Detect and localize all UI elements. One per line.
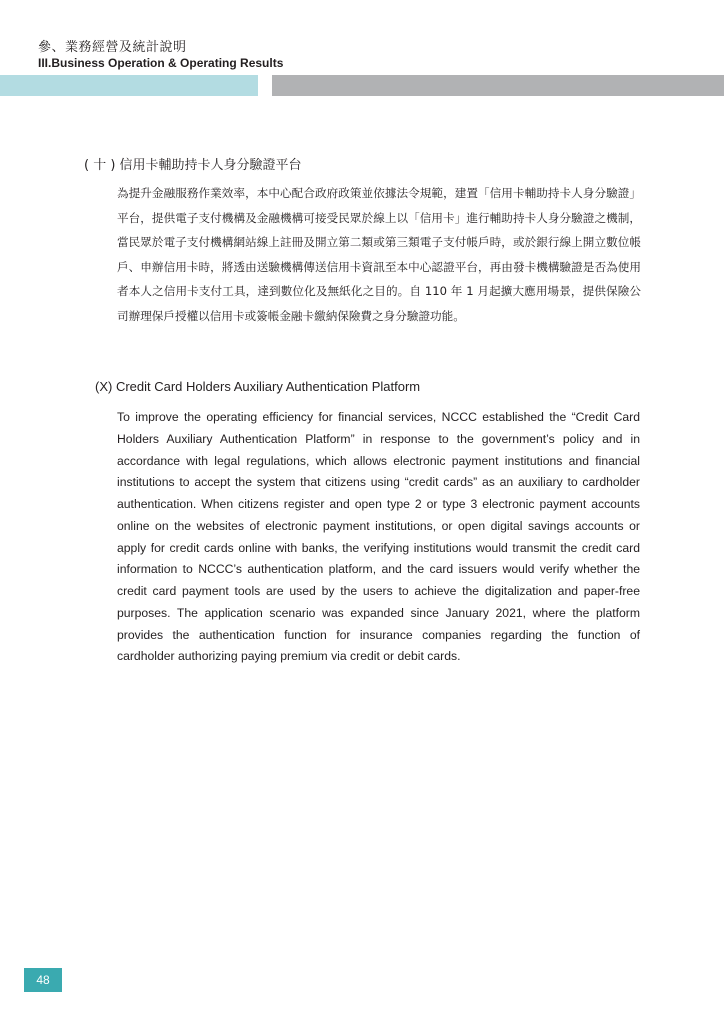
section-body-en: To improve the operating efficiency for financial services, NCCC established the “Credit Card Holders Auxiliary Authentication Platform” in response to the government’s policy and in accordance with legal regulations, which allows electronic payment institutions and financial institutions to accept the system that citizens using “credit cards” as an auxiliary to cardholder authentication. When citizens register and open type 2 or type 3 electronic payment accounts online on the websites of electronic payment institutions, or open digital savings accounts or apply for credit cards online with banks, the verifying institutions would transmit the credit card information to NCCC’s authentication platform, and the card issuers would verify whether the credit card payment tools are used by the users to achieve the digitalization and paper-free purposes. The application scenario was expanded since January 2021, where the platform provides the authentication function for insurance companies regarding the function of cardholder authorizing paying premium via credit or debit cards.	[117, 410, 640, 664]
page-number-box	[24, 968, 62, 992]
section-heading-en: (X) Credit Card Holders Auxiliary Authentication Platform	[95, 379, 421, 394]
page-number: 48	[36, 973, 50, 987]
header-band-teal	[0, 75, 258, 96]
chapter-title-en: III.Business Operation & Operating Results	[38, 56, 284, 70]
section-heading-zh: ( 十 ) 信用卡輔助持卡人身分驗證平台	[84, 158, 302, 173]
chapter-title-zh: 參、業務經營及統計說明	[38, 40, 187, 55]
section-body-zh: 為提升金融服務作業效率，本中心配合政府政策並依據法令規範，建置「信用卡輔助持卡人身分驗證」平台，提供電子支付機構及金融機構可接受民眾於線上以「信用卡」進行輔助持卡人身分驗證之機制，當民眾於電子支付機構網站線上註冊及開立第二類或第三類電子支付帳戶時，或於銀行線上開立數位帳戶、申辦信用卡時，將透由送驗機構傳送信用卡資訊至本中心認證平台，再由發卡機構驗證是否為使用者本人之信用卡支付工具，達到數位化及無紙化之目的。自 110 年 1 月起擴大應用場景，提供保險公司辦理保戶授權以信用卡或簽帳金融卡繳納保險費之身分驗證功能。	[117, 186, 641, 323]
header-band-gray	[272, 75, 724, 96]
